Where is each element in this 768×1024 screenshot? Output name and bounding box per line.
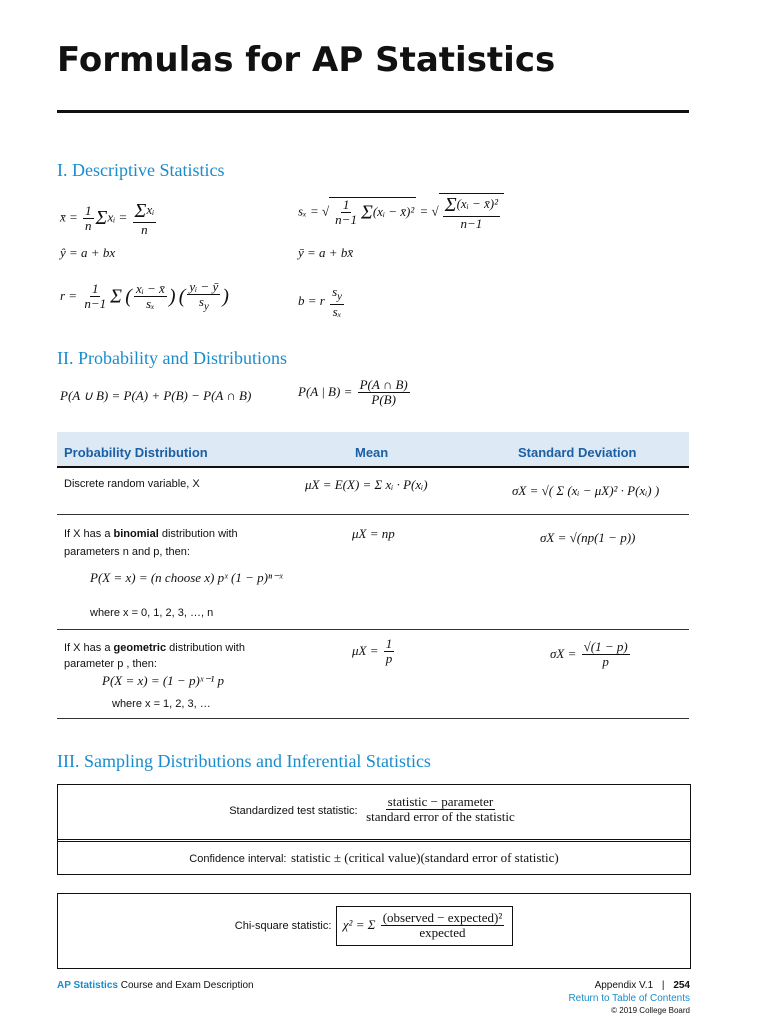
chi-num: (observed − expected)² (382, 910, 503, 925)
row-divider (57, 514, 689, 515)
test-statistic-label: Standardized test statistic: (229, 805, 358, 818)
r-lhs: r = (60, 287, 78, 303)
row2-formula: P(X = x) = (n choose x) pˣ (1 − p)ⁿ⁻ˣ (90, 570, 283, 585)
row3-sd-num: √(1 − p) (583, 639, 628, 654)
row3-mean (352, 637, 396, 667)
row3-desc-c: distribution with (166, 642, 245, 654)
formula-r: r = $\frac{1}{n-1}$ Σ ( $\frac{\text{xᵢ − x̄}}{\text{sₓ}}$ ) ( $\frac{\text{yᵢ − ȳ}}{s_y}$ ) (60, 279, 229, 313)
formula-union: P(A ∪ B) = P(A) + P(B) − P(A ∩ B) (60, 388, 252, 403)
formula-ybar: ȳ = a + bx̄ (298, 245, 354, 260)
title-rule (57, 110, 689, 113)
confidence-interval-line (57, 849, 691, 867)
page-title: Formulas for AP Statistics (57, 40, 556, 80)
row2-desc (64, 525, 238, 561)
row3-desc-b: geometric (113, 642, 167, 654)
ci-formula: statistic ± (critical value)(standard error of statistic) (290, 850, 559, 865)
test-statistic-line (57, 795, 691, 825)
row1-mean: μX = E(X) = Σ xᵢ · P(xᵢ) (305, 477, 428, 492)
formula-sx: sₓ = √ $\frac{1}{n-1}$ Σ(xᵢ − x̄)² = √ $\frac{\text{Σ(xᵢ − x̄)²}}{n-1}$ (298, 193, 504, 231)
toc-link[interactable]: Return to Table of Contents (568, 993, 690, 1004)
section-probability-heading: II. Probability and Distributions (57, 348, 287, 368)
footer-course-rest: Course and Exam Description (120, 980, 254, 991)
footer-copyright: © 2019 College Board (611, 1006, 690, 1015)
row1-desc: Discrete random variable, X (64, 478, 200, 490)
row2-sd: σX = √(np(1 − p)) (540, 530, 636, 545)
row3-where: where x = 1, 2, 3, … (112, 698, 211, 710)
chi-formula (336, 906, 513, 946)
row3-formula: P(X = x) = (1 − p)ˣ⁻¹ p (102, 673, 224, 688)
row3-sd-den: p (602, 654, 609, 670)
mean-lhs: x̄ = (60, 209, 78, 225)
row-divider (57, 718, 689, 719)
th-distribution: Probability Distribution (64, 445, 208, 460)
row1-sd: σX = √( Σ (xᵢ − μX)² · P(xᵢ) ) (512, 483, 660, 498)
footer-course (57, 980, 254, 991)
cond-num: P(A ∩ B) (359, 377, 408, 392)
row2-desc-b: binomial (113, 528, 159, 540)
test-statistic-den: standard error of the statistic (366, 809, 515, 825)
row-divider (57, 629, 689, 630)
test-statistic-num: statistic − parameter (387, 794, 494, 809)
row2-desc-c: distribution with (158, 528, 238, 540)
row3-desc (64, 640, 245, 672)
formula-conditional (298, 378, 412, 408)
chi-lhs: χ² = Σ (342, 916, 376, 932)
cond-lhs: P(A | B) = (298, 383, 353, 399)
ci-label: Confidence interval: (189, 853, 287, 865)
sx-lhs: sₓ = (298, 203, 319, 219)
row2-desc-d: parameters n and p, then: (64, 546, 190, 558)
row2-where: where x = 0, 1, 2, 3, …, n (90, 607, 214, 619)
section-sampling-heading: III. Sampling Distributions and Inferential Statistics (57, 751, 431, 771)
footer-appendix-label: Appendix V.1 (594, 980, 654, 991)
chi-square-line (57, 906, 691, 946)
chi-den: expected (419, 925, 466, 941)
row3-mean-lhs: μX = (352, 642, 379, 658)
footer-course-bold: AP Statistics (57, 980, 118, 991)
row2-mean: μX = np (352, 526, 395, 541)
th-mean: Mean (355, 445, 389, 460)
row3-mean-den: p (385, 651, 393, 667)
section-descriptive-heading: I. Descriptive Statistics (57, 160, 225, 180)
row3-sd (550, 640, 632, 670)
row3-sd-lhs: σX = (550, 645, 577, 661)
formula-mean: x̄ = $\frac{1}{n}$ Σxᵢ = Σxᵢ n (60, 200, 155, 237)
row3-desc-d: parameter p , then: (64, 658, 157, 670)
b-lhs: b = r (298, 292, 325, 308)
row2-desc-a: If X has a (64, 528, 114, 540)
footer-page-number: 254 (673, 980, 690, 991)
formula-b: b = r $\frac{s_y}{\text{sₓ}}$ (298, 284, 342, 319)
th-sd: Standard Deviation (518, 445, 637, 460)
row3-desc-a: If X has a (64, 642, 114, 654)
footer-appendix: Appendix V.1 | 254 (594, 980, 690, 991)
cond-den: P(B) (371, 392, 396, 408)
row3-mean-num: 1 (385, 636, 393, 651)
chi-label: Chi-square statistic: (234, 919, 332, 932)
formula-yhat: ŷ = a + bx (60, 245, 116, 260)
